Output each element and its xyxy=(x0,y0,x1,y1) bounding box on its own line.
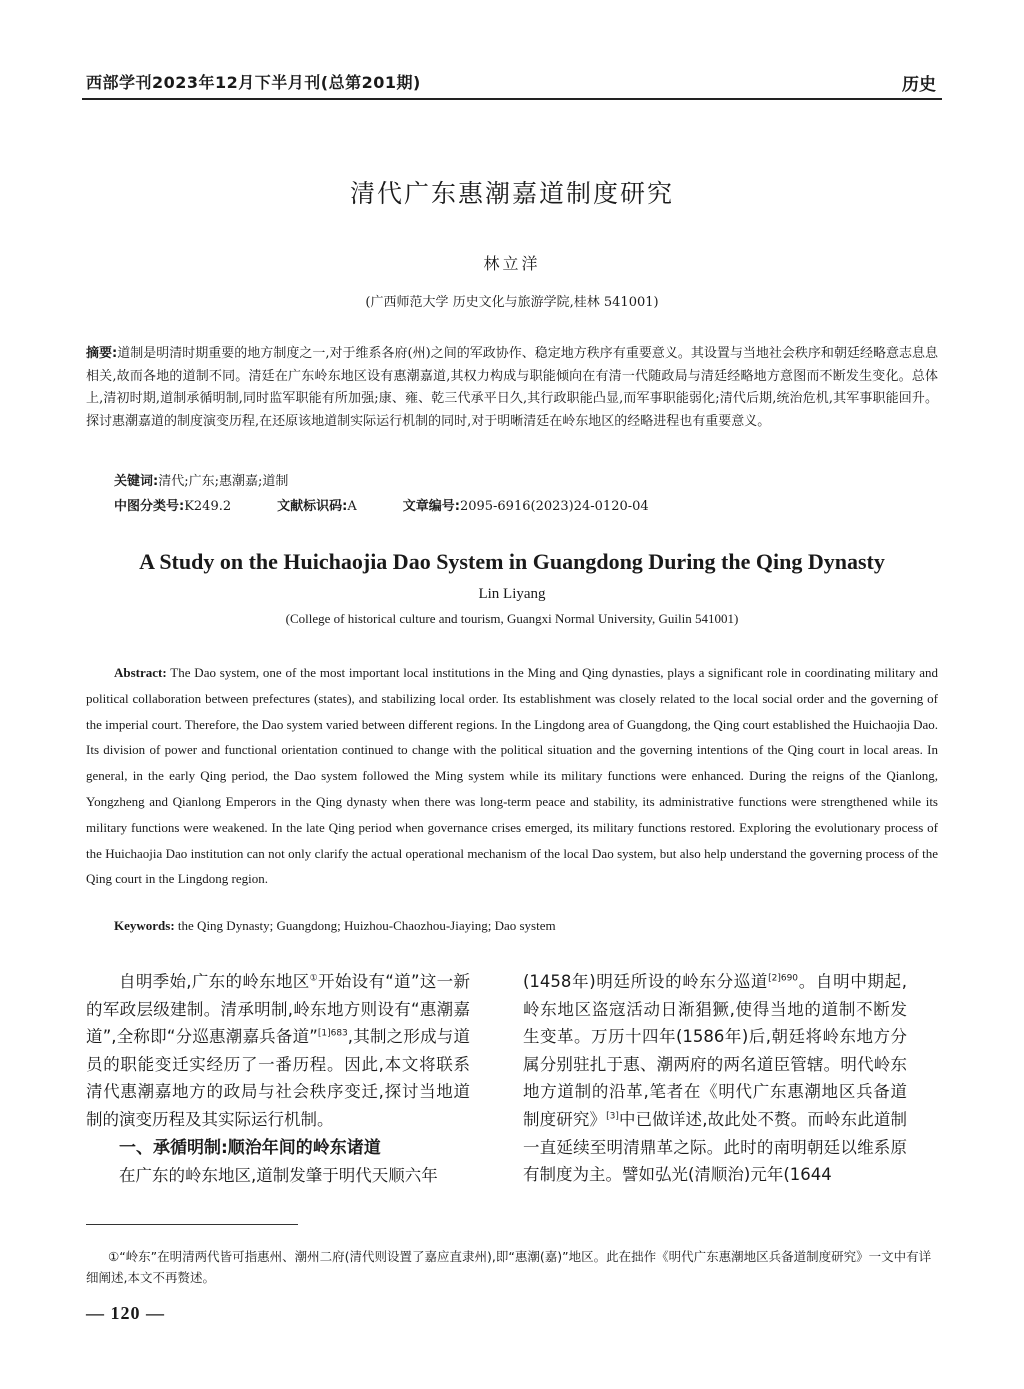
body-column-left xyxy=(86,968,470,1189)
keywords-en xyxy=(114,918,556,934)
abstract-cn-label: 摘要: xyxy=(86,346,118,361)
body-text: 自明季始,广东的岭东地区 xyxy=(119,972,310,991)
article-number-value: 2095-6916(2023)24-0120-04 xyxy=(459,499,649,514)
keywords-cn-label: 关键词: xyxy=(114,474,159,489)
keywords-en-label: Keywords: xyxy=(114,918,175,933)
journal-header: 西部学刊2023年12月下半月刊(总第201期) xyxy=(86,73,421,92)
abstract-cn xyxy=(86,343,938,433)
body-paragraph xyxy=(523,968,907,1189)
section-label: 历史 xyxy=(902,75,936,95)
section-heading: 一、承循明制:顺治年间的岭东诸道 xyxy=(119,1137,381,1158)
citation-marker[interactable]: [3] xyxy=(606,1111,619,1122)
classification-line xyxy=(114,495,649,514)
keywords-en-text: the Qing Dynasty; Guangdong; Huizhou-Chaozhou-Jiaying; Dao system xyxy=(174,918,556,933)
body-column-right xyxy=(523,968,907,1189)
affiliation-en: (College of historical culture and tourism, Guangxi Normal University, Guilin 541001) xyxy=(285,611,739,626)
citation-marker[interactable]: [2]690 xyxy=(768,973,799,984)
doc-code-label: 文献标识码: xyxy=(277,499,348,514)
author-en: Lin Liyang xyxy=(478,586,546,602)
affiliation-cn: (广西师范大学 历史文化与旅游学院,桂林 541001) xyxy=(365,295,659,310)
clc-label: 中图分类号: xyxy=(114,499,185,514)
article-title-en: A Study on the Huichaojia Dao System in Guangdong During the Qing Dynasty xyxy=(139,549,885,574)
citation-marker[interactable]: [1]683 xyxy=(317,1028,348,1039)
header-divider xyxy=(82,98,942,100)
abstract-en xyxy=(86,660,938,892)
body-paragraph xyxy=(86,968,470,1134)
abstract-cn-text: 道制是明清时期重要的地方制度之一,对于维系各府(州)之间的军政协作、稳定地方秩序有重要意义。其设置与当地社会秩序和朝廷经略意志息息相关,故而各地的道制不同。清廷在广东岭东地区设有惠潮嘉道,其权力构成与职能倾向在有清一代随政局与清廷经略地方意图而不断发生变化。总体上,清初时期,道制承循明制,同时监军职能有所加强;康、雍、乾三代承平日久,其行政职能凸显,而军事职能弱化;清代后期,统治危机,其军事职能回升。探讨惠潮嘉道的制度演变历程,在还原该地道制实际运行机制的同时,对于明晰清廷在岭东地区的经略进程也有重要意义。 xyxy=(86,346,938,429)
footnote-divider xyxy=(86,1224,298,1225)
footnote: ①“岭东”在明清两代皆可指惠州、潮州二府(清代则设置了嘉应直隶州),即“惠潮(嘉)”地区。此在拙作《明代广东惠潮地区兵备道制度研究》一文中有详细阐述,本文不再赘述。 xyxy=(86,1249,932,1285)
body-paragraph: 在广东的岭东地区,道制发肇于明代天顺六年 xyxy=(119,1165,438,1185)
keywords-cn-text: 清代;广东;惠潮嘉;道制 xyxy=(158,474,289,489)
article-title-cn: 清代广东惠潮嘉道制度研究 xyxy=(349,179,674,208)
body-text: 开始设有“道”这一新的军政层级建制。清承明制,岭东地方则设有“惠潮嘉道”,全称即“分巡惠潮嘉兵备道” xyxy=(86,972,470,1047)
clc-value: K249.2 xyxy=(184,499,232,514)
body-text: 。自明中期起,岭东地区盗寇活动日渐猖獗,使得当地的道制不断发生变革。万历十四年(1586年)后,朝廷将岭东地方分属分别驻扎于惠、潮两府的两名道臣管辖。明代岭东地方道制的沿革,笔者在《明代广东惠潮地区兵备道制度研究》 xyxy=(523,972,907,1129)
body-text: (1458年)明廷所设的岭东分巡道 xyxy=(523,972,769,991)
keywords-cn xyxy=(114,470,288,489)
article-number-label: 文章编号: xyxy=(402,499,460,514)
author-cn: 林立洋 xyxy=(483,254,541,273)
body-text: 中已做详述,故此处不赘。而岭东此道制一直延续至明清鼎革之际。此时的南明朝廷以维系原有制度为主。譬如弘光(清顺治)元年(1644 xyxy=(523,1109,907,1185)
footnote-marker[interactable]: ① xyxy=(309,973,318,984)
page-number: — 120 — xyxy=(86,1303,165,1323)
doc-code-value: A xyxy=(347,499,357,514)
body-text: ,其制之形成与道员的职能变迁实经历了一番历程。因此,本文将联系清代惠潮嘉地方的政局与社会秩序变迁,探讨当地道制的演变历程及其实际运行机制。 xyxy=(86,1027,471,1129)
abstract-en-label: Abstract: xyxy=(114,665,167,680)
abstract-en-text: The Dao system, one of the most important local institutions in the Ming and Qing dynasties, plays a significant role in coordinating military and political collaboration between prefectures (states), and stabilizing local order. Its establishment was closely related to the local social order and the governing of the imperial court. Therefore, the Dao system varied between different regions. In the Lingdong area of Guangdong, the Qing court established the Huichaojia Dao. Its division of power and functional orientation continued to change with the political situation and the governing intentions of the Qing court in local areas. In general, in the early Qing period, the Dao system followed the Ming system while its military functions were enhanced. During the reigns of the Qianlong, Yongzheng and Qianlong Emperors in the Qing dynasty when there was long-term peace and stability, its administrative functions were strengthened while its military functions were weakened. In the late Qing period when governance crises emerged, its military functions restored. Exploring the evolutionary process of the Huichaojia Dao institution can not only clarify the actual operational mechanism of the local Dao system, but also help understand the governing process of the Qing court in the Lingdong region. xyxy=(86,665,938,887)
